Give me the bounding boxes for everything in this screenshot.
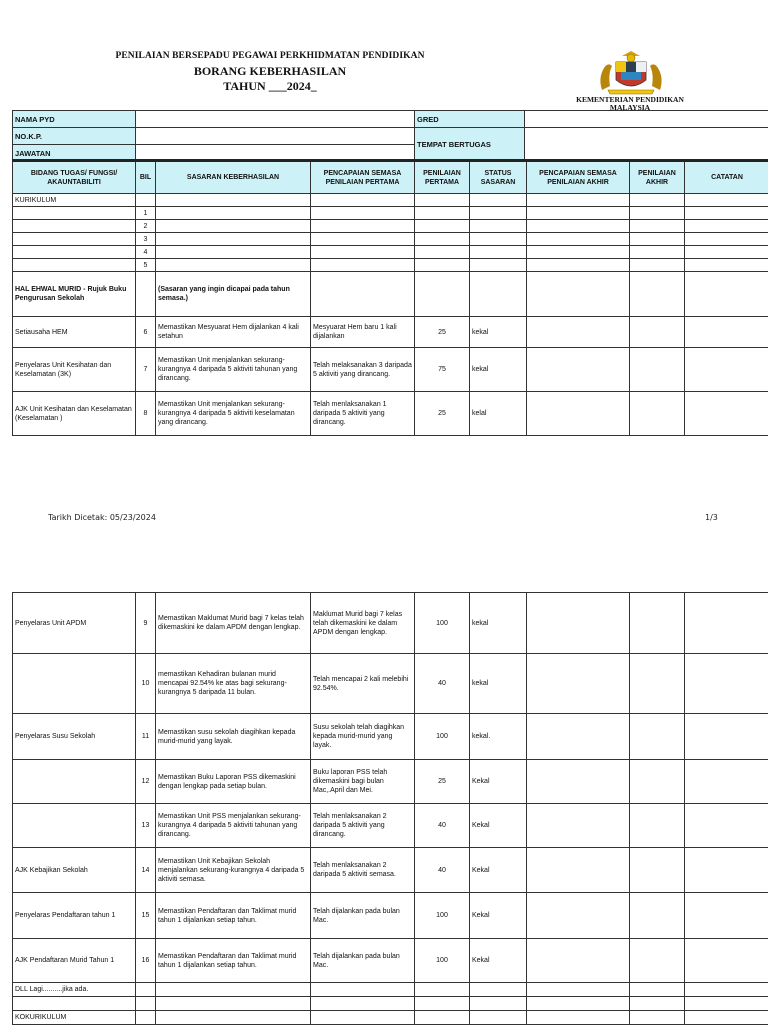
- table-row: [13, 392, 768, 436]
- bil-cell: 2: [136, 220, 156, 233]
- table-row: [13, 593, 768, 654]
- nama-label: NAMA PYD: [13, 111, 136, 128]
- bidang-cell: Penyelaras Unit Kesihatan dan Keselamatan (3K): [13, 348, 136, 392]
- sasaran-cell: Memastikan Buku Laporan PSS dikemaskini dengan lengkap pada setiap bulan.: [156, 760, 311, 804]
- bil-cell: 1: [136, 207, 156, 220]
- bil-cell: 10: [136, 654, 156, 714]
- bidang-cell: [13, 804, 136, 848]
- pencapaian-cell: Telah dijalankan pada bulan Mac.: [311, 939, 415, 983]
- target-table-page2: [12, 592, 768, 1025]
- sasaran-cell: memastikan Kehadiran bulanan murid mencapai 92.54% ke atas bagi sekurang-kurangnya 5 daripada 11 bulan.: [156, 654, 311, 714]
- status-cell: kekal: [470, 317, 527, 348]
- bil-cell: 12: [136, 760, 156, 804]
- sasaran-cell: Memastikan Unit menjalankan sekurang-kurangnya 4 daripada 5 aktiviti keselamatan yang dirancang.: [156, 392, 311, 436]
- sasaran-cell: Memastikan Unit Kebajikan Sekolah menjalankan sekurang-kurangnya 4 daripada 5 aktiviti semasa.: [156, 848, 311, 893]
- hem-note: (Sasaran yang ingin dicapai pada tahun semasa.): [156, 272, 311, 317]
- status-cell: Kekal: [470, 804, 527, 848]
- penilaian-cell: 100: [415, 939, 470, 983]
- bil-cell: 15: [136, 893, 156, 939]
- sasaran-cell: Memastikan Maklumat Murid bagi 7 kelas telah dikemaskini ke dalam APDM dengan lengkap.: [156, 593, 311, 654]
- penilaian-cell: 100: [415, 714, 470, 760]
- status-cell: kelal: [470, 392, 527, 436]
- page-number: 1/3: [705, 513, 718, 522]
- table-row: [13, 804, 768, 848]
- pencapaian-cell: Susu sekolah telah diagihkan kepada murid-murid yang layak.: [311, 714, 415, 760]
- penilaian-cell: 25: [415, 317, 470, 348]
- pencapaian-cell: Telah dijalankan pada bulan Mac.: [311, 893, 415, 939]
- penilaian-cell: 100: [415, 893, 470, 939]
- table-row: [13, 893, 768, 939]
- sasaran-cell: Memastikan Unit PSS menjalankan sekurang-kurangnya 4 daripada 5 aktiviti tahunan yang dirancang.: [156, 804, 311, 848]
- bidang-cell: Penyelaras Unit APDM: [13, 593, 136, 654]
- col-bil: BIL: [136, 161, 156, 194]
- col-pencapaian-pertama: PENCAPAIAN SEMASA PENILAIAN PERTAMA: [311, 161, 415, 194]
- pencapaian-cell: Mesyuarat Hem baru 1 kali dijalankan: [311, 317, 415, 348]
- nokp-value[interactable]: [136, 128, 415, 145]
- sasaran-cell: Memastikan Pendaftaran dan Taklimat murid tahun 1 dijalankan setiap tahun.: [156, 893, 311, 939]
- status-cell: Kekal: [470, 939, 527, 983]
- penilaian-cell: 25: [415, 392, 470, 436]
- table-row: [13, 654, 768, 714]
- nama-value[interactable]: [136, 111, 415, 128]
- bidang-cell: AJK Pendaftaran Murid Tahun 1: [13, 939, 136, 983]
- nokp-label: NO.K.P.: [13, 128, 136, 145]
- target-table-page1: [12, 159, 768, 436]
- bidang-cell: Penyelaras Pendaftaran tahun 1: [13, 893, 136, 939]
- bidang-cell: Setiausaha HEM: [13, 317, 136, 348]
- bidang-cell: [13, 760, 136, 804]
- table-row: [13, 317, 768, 348]
- bil-cell: 16: [136, 939, 156, 983]
- bil-cell: 3: [136, 233, 156, 246]
- pencapaian-cell: Maklumat Murid bagi 7 kelas telah dikemaskini ke dalam APDM dengan lengkap.: [311, 593, 415, 654]
- penilaian-cell: 40: [415, 848, 470, 893]
- bil-cell: 9: [136, 593, 156, 654]
- table-row: [13, 760, 768, 804]
- jawatan-label: JAWATAN: [13, 145, 136, 162]
- pencapaian-cell: Telah menlaksanakan 2 daripada 5 aktiviti semasa.: [311, 848, 415, 893]
- bil-cell: 14: [136, 848, 156, 893]
- status-cell: kekal: [470, 654, 527, 714]
- pencapaian-cell: Buku laporan PSS telah dikemaskini bagi bulan Mac,.April dan Mei.: [311, 760, 415, 804]
- penilaian-cell: 25: [415, 760, 470, 804]
- gred-value[interactable]: [525, 111, 768, 128]
- table-row: [13, 348, 768, 392]
- pencapaian-cell: Telah menlaksanakan 2 daripada 5 aktiviti yang dirancang.: [311, 804, 415, 848]
- status-cell: Kekal: [470, 760, 527, 804]
- penilaian-cell: 40: [415, 654, 470, 714]
- table-row: [13, 939, 768, 983]
- table-row: [13, 848, 768, 893]
- ministry-name: KEMENTERIAN PENDIDIKAN MALAYSIA: [560, 96, 700, 112]
- status-cell: kekal: [470, 593, 527, 654]
- staff-info-table: [12, 110, 768, 162]
- bidang-cell: Penyelaras Susu Sekolah: [13, 714, 136, 760]
- penilaian-cell: 75: [415, 348, 470, 392]
- gred-label: GRED: [415, 111, 525, 128]
- col-penilaian-akhir: PENILAIAN AKHIR: [630, 161, 685, 194]
- col-pencapaian-akhir: PENCAPAIAN SEMASA PENILAIAN AKHIR: [527, 161, 630, 194]
- status-cell: kekal: [470, 348, 527, 392]
- pencapaian-cell: Telah mencapai 2 kali melebihi 92.54%.: [311, 654, 415, 714]
- status-cell: Kekal: [470, 848, 527, 893]
- col-status: STATUS SASARAN: [470, 161, 527, 194]
- section-hem: HAL EHWAL MURID - Rujuk Buku Pengurusan Sekolah: [13, 272, 136, 317]
- bil-cell: 4: [136, 246, 156, 259]
- bil-cell: 6: [136, 317, 156, 348]
- bil-cell: 11: [136, 714, 156, 760]
- bidang-cell: AJK Kebajikan Sekolah: [13, 848, 136, 893]
- status-cell: Kekal: [470, 893, 527, 939]
- bil-cell: 13: [136, 804, 156, 848]
- section-kurikulum: KURIKULUM: [13, 194, 136, 207]
- tempat-label: TEMPAT BERTUGAS: [415, 128, 525, 162]
- sasaran-cell: Memastikan Unit menjalankan sekurang-kurangnya 4 daripada 5 aktiviti tahunan yang dirancang.: [156, 348, 311, 392]
- sasaran-cell: Memastikan Mesyuarat Hem dijalankan 4 kali setahun: [156, 317, 311, 348]
- coat-of-arms-icon: [594, 50, 668, 96]
- form-subtitle: PENILAIAN BERSEPADU PEGAWAI PERKHIDMATAN PENDIDIKAN: [0, 51, 540, 61]
- bil-cell: 8: [136, 392, 156, 436]
- tempat-value[interactable]: [525, 128, 768, 162]
- penilaian-cell: 40: [415, 804, 470, 848]
- pencapaian-cell: Telah melaksanakan 3 daripada 5 aktiviti yang dirancang.: [311, 348, 415, 392]
- section-kokurikulum: KOKURIKULUM: [13, 1011, 136, 1025]
- col-sasaran: SASARAN KEBERHASILAN: [156, 161, 311, 194]
- penilaian-cell: 100: [415, 593, 470, 654]
- dll-note: DLL Lagi..........jika ada.: [13, 983, 136, 997]
- sasaran-cell: Memastikan Pendaftaran dan Taklimat murid tahun 1 dijalankan setiap tahun.: [156, 939, 311, 983]
- bidang-cell: [13, 654, 136, 714]
- sasaran-cell: Memastikan susu sekolah diagihkan kepada murid-murid yang layak.: [156, 714, 311, 760]
- form-year: TAHUN ___2024_: [0, 79, 540, 94]
- status-cell: kekal.: [470, 714, 527, 760]
- bidang-cell: AJK Unit Kesihatan dan Keselamatan (Keselamatan ): [13, 392, 136, 436]
- print-date: Tarikh Dicetak: 05/23/2024: [48, 513, 156, 522]
- pencapaian-cell: Telah menlaksanakan 1 daripada 5 aktiviti yang dirancang.: [311, 392, 415, 436]
- col-penilaian-pertama: PENILAIAN PERTAMA: [415, 161, 470, 194]
- bil-cell: 7: [136, 348, 156, 392]
- form-title: BORANG KEBERHASILAN: [0, 64, 540, 79]
- col-bidang: BIDANG TUGAS/ FUNGSI/ AKAUNTABILITI: [13, 161, 136, 194]
- bil-cell: 5: [136, 259, 156, 272]
- table-row: [13, 714, 768, 760]
- col-catatan: CATATAN: [685, 161, 768, 194]
